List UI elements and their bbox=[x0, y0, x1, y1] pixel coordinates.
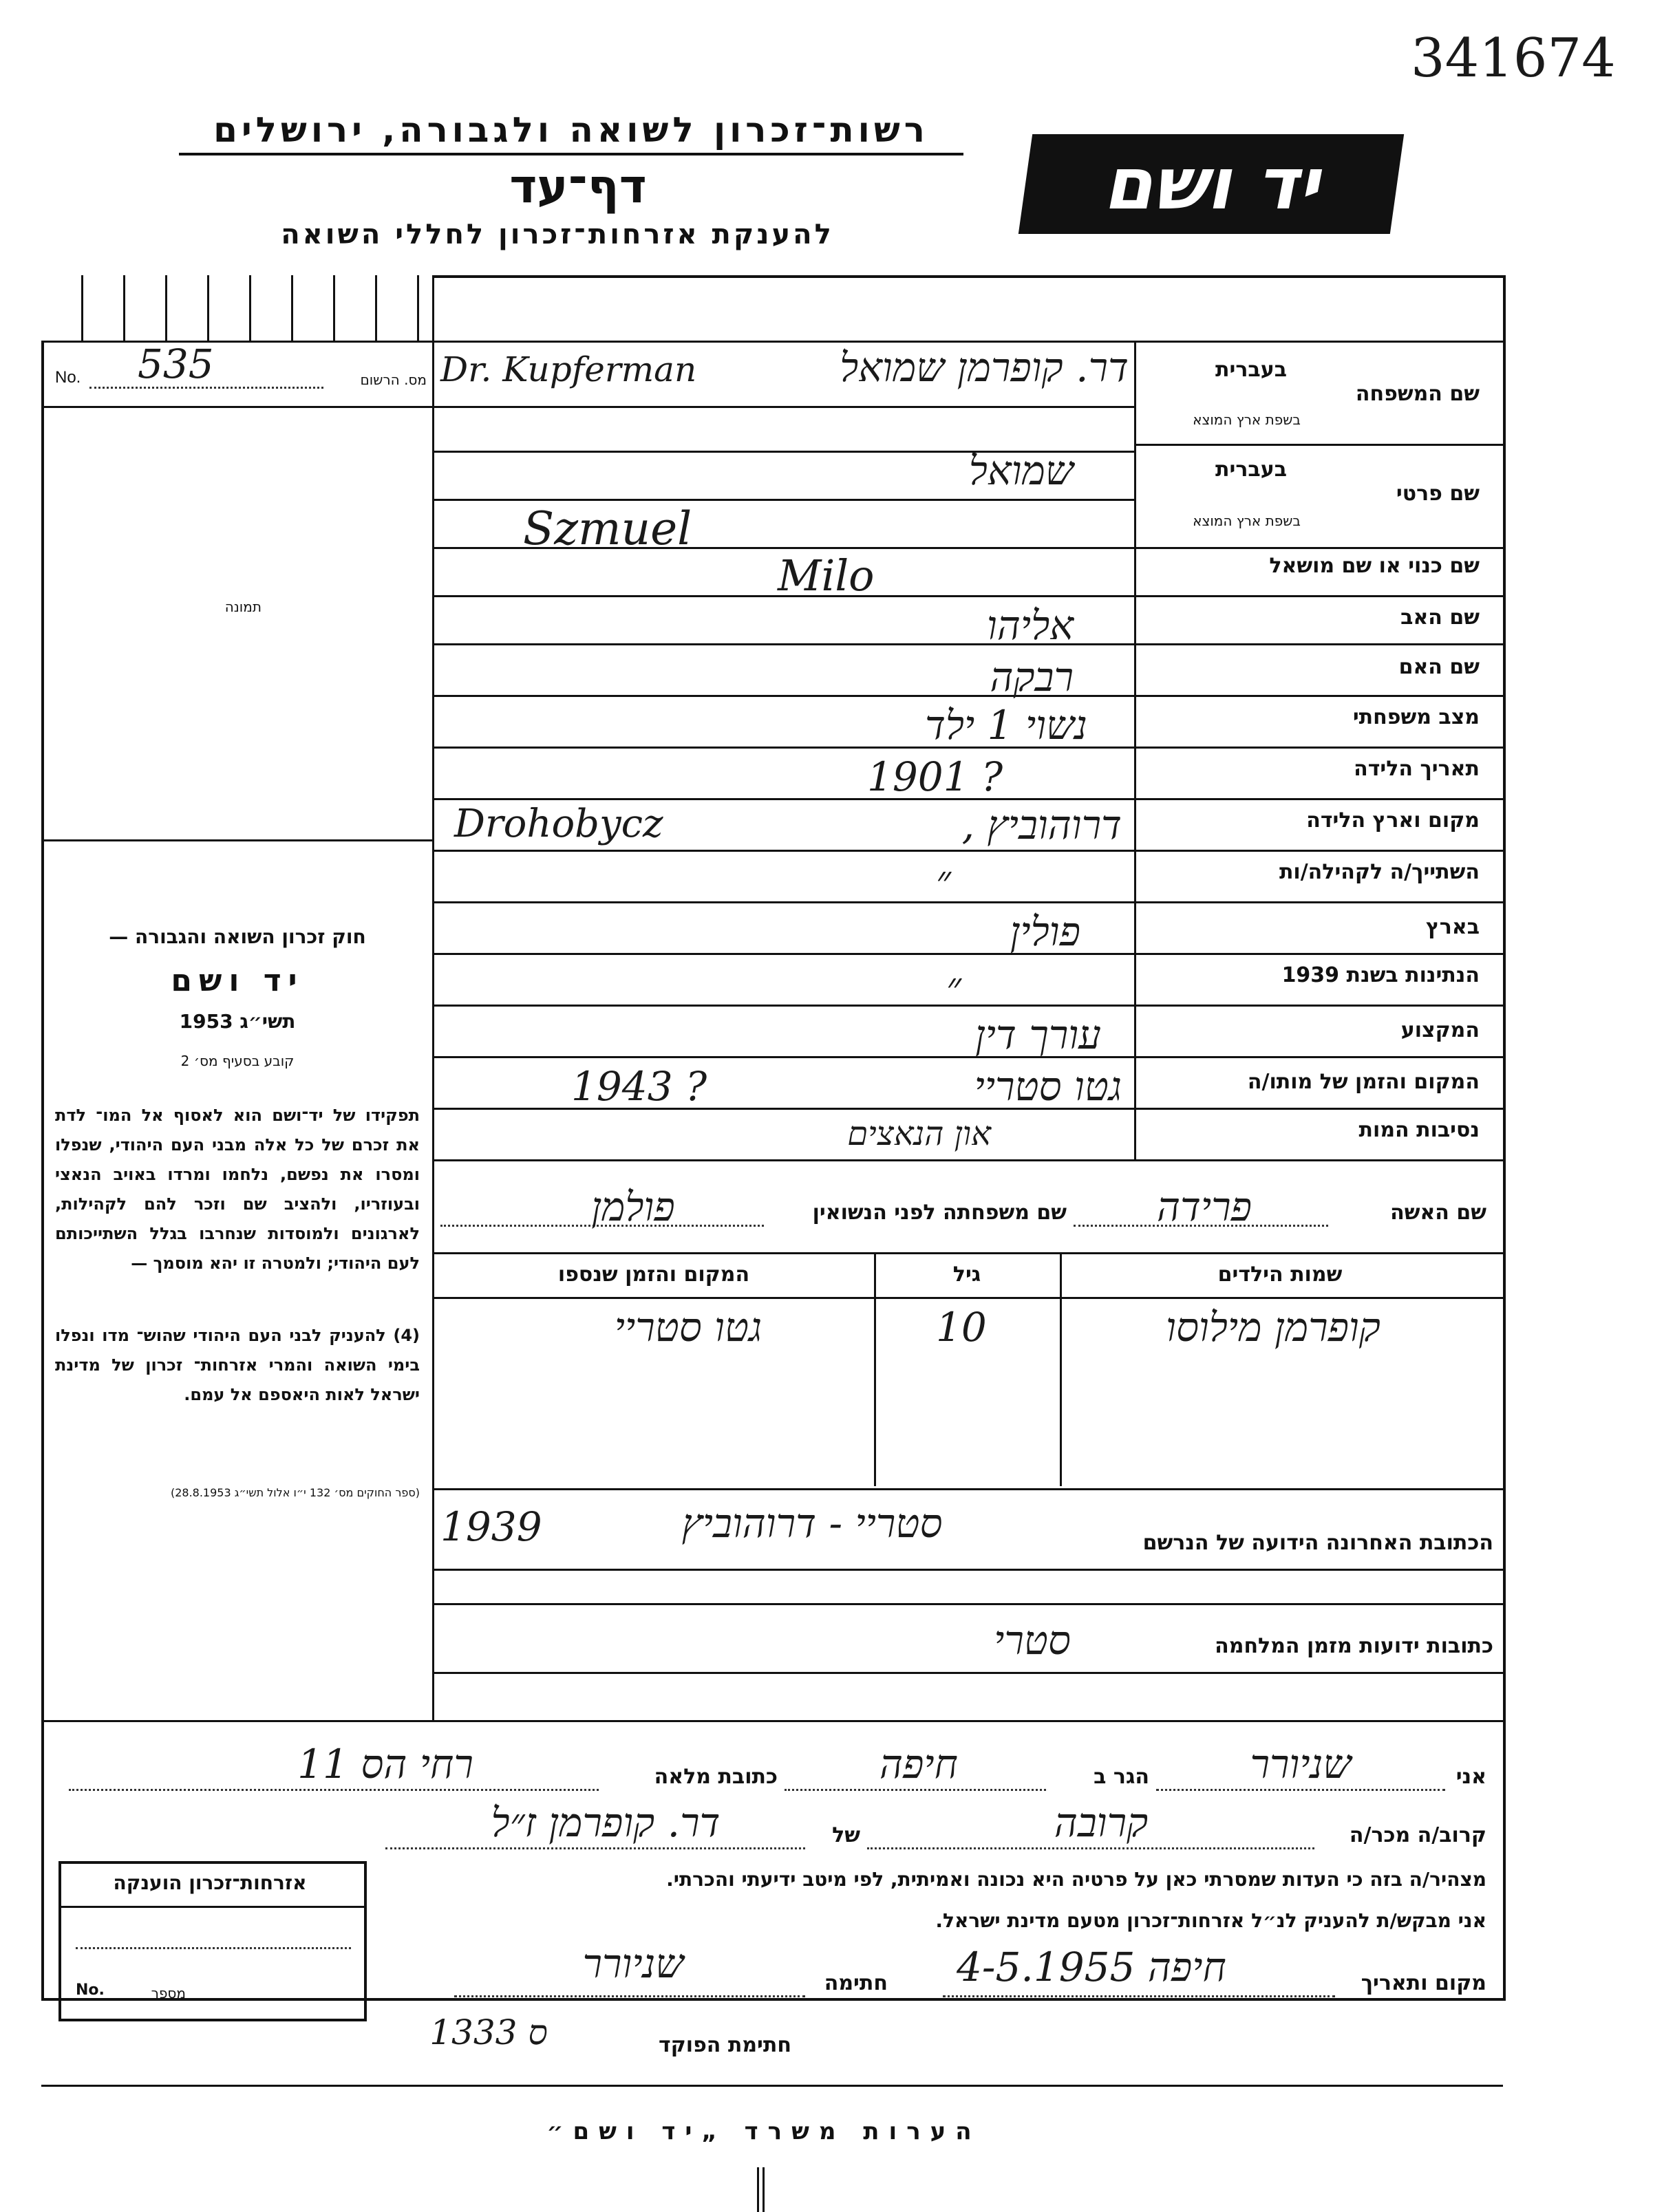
form-title: דף־עד bbox=[509, 160, 647, 214]
label-birth-date: תאריך הלידה bbox=[1354, 757, 1480, 781]
form-subtitle: להענקת אזרחות־זכרון לחללי השואה bbox=[281, 219, 834, 250]
child-age: 10 bbox=[936, 1304, 987, 1351]
archive-stamp-number: 341674 bbox=[1411, 28, 1616, 89]
law-title: חוק זכרון השואה והגבורה — bbox=[109, 925, 366, 948]
value-wife: פרידה bbox=[1156, 1183, 1252, 1230]
photo-label: תמונה bbox=[224, 599, 262, 615]
label-hebrew-surname: בעברית bbox=[1215, 358, 1287, 382]
children-header-place: המקום והזמן שנספו bbox=[557, 1263, 750, 1287]
law-name: יד ושם bbox=[171, 963, 304, 998]
label-last-address: הכתובת האחרונה הידועה של הנרשם bbox=[1142, 1531, 1493, 1555]
declarant-place-date: חיפה 4-5.1955 bbox=[957, 1944, 1226, 1990]
declarant-city: חיפה bbox=[879, 1741, 958, 1787]
logo-text: יד ושם bbox=[1103, 142, 1319, 226]
value-surname-latin: Dr. Kupferman bbox=[440, 350, 697, 389]
label-mother: שם האם bbox=[1398, 655, 1480, 679]
label-nickname: שם כנוי או שם מושאל bbox=[1269, 554, 1480, 578]
declarant-of-name: דר. קופרמן ז״ל bbox=[491, 1799, 721, 1846]
value-birth-date: 1901 ? bbox=[867, 753, 1003, 800]
value-first-latin: Szmuel bbox=[523, 502, 692, 555]
value-birth-place: דרוהוביץ , bbox=[961, 802, 1122, 848]
value-father: אליהו bbox=[987, 602, 1074, 649]
label-citizenship-1939: הנתינות בשנת 1939 bbox=[1281, 963, 1480, 987]
value-birth-place-latin: Drohobycz bbox=[454, 802, 663, 846]
label-full-address: כתובת מלאה bbox=[654, 1765, 778, 1789]
label-hebrew-first: בעברית bbox=[1215, 458, 1287, 482]
label-marital: מצב משפחתי bbox=[1352, 705, 1480, 729]
registration-no-label: No. bbox=[55, 368, 81, 387]
label-of: של bbox=[832, 1823, 860, 1847]
children-header-names: שמות הילדים bbox=[1217, 1263, 1343, 1287]
label-signature: חתימה bbox=[824, 1971, 888, 1995]
value-nickname: Milo bbox=[778, 550, 875, 601]
registration-number: 535 bbox=[138, 341, 214, 387]
value-last-address: סטריי - דרוהוביץ bbox=[681, 1500, 943, 1547]
children-header-age: גיל bbox=[952, 1263, 981, 1287]
label-birth-place: מקום וארץ הלידה bbox=[1306, 808, 1480, 833]
label-death-circ: נסיבות המות bbox=[1358, 1118, 1480, 1142]
law-citation: (ספר החוקים מס׳ 132 י״ו אלול תשי״ג 28.8.1953) bbox=[170, 1486, 420, 1499]
label-i: אני bbox=[1455, 1765, 1486, 1789]
value-citizenship-1939: ״ bbox=[946, 963, 962, 1010]
value-death-year: 1943 ? bbox=[571, 1063, 707, 1110]
declarant-relation: קרובה bbox=[1054, 1799, 1149, 1846]
declaration-text: מצהיר/ה בזה כי העדות שמסרתי כאן על פרטיה היא נכונה ואמיתית, לפי מיטב ידיעתי והכרתי. bbox=[666, 1868, 1486, 1891]
label-first-name: שם פרטי bbox=[1396, 482, 1480, 506]
citizenship-box-title: אזרחות־זכרון הוענקה bbox=[113, 1871, 307, 1894]
value-profession: עורך דין bbox=[974, 1011, 1101, 1058]
child-name: קופרמן מילוסו bbox=[1166, 1304, 1380, 1351]
label-officer-signature: חתימת הפוקד bbox=[659, 2033, 791, 2057]
value-war-addresses: סטרי bbox=[994, 1617, 1071, 1664]
registration-label: מס. הרשום bbox=[360, 372, 427, 388]
value-surname-hebrew: דר. קופרמן שמואל bbox=[840, 344, 1129, 391]
value-country: פולין bbox=[1010, 908, 1080, 955]
label-lives-in: הגר ב bbox=[1094, 1765, 1149, 1789]
org-name: רשות־זכרון לשואה ולגבורה, ירושלים bbox=[179, 110, 963, 155]
value-maiden-name: פולמן bbox=[591, 1183, 675, 1230]
value-first-hebrew: שמואל bbox=[968, 447, 1074, 494]
declarant-address: רחי הס 11 bbox=[297, 1741, 473, 1787]
value-marital: נשוי 1 ילד bbox=[924, 702, 1087, 749]
label-father: שם האב bbox=[1400, 605, 1480, 630]
label-country: בארץ bbox=[1425, 915, 1480, 939]
officer-signature: ס 1333 bbox=[429, 2012, 548, 2052]
declarant-name: שניורר bbox=[1250, 1741, 1352, 1787]
label-origin-surname: בשפת ארץ המוצא bbox=[1193, 411, 1301, 428]
law-clause: קובע בסעיף מס׳ 2 bbox=[180, 1053, 295, 1069]
value-mother: רבקה bbox=[990, 654, 1074, 700]
law-paragraph-1: תפקידו של יד־ושם הוא לאסוף אל המו־ לדת את זכרם של כל אלה מבני העם היהודי, שנפלו ומסרו את נפשם, נלחמו ומרדו באויב הנאצי ובעוזריו, ולהציב שם וזכר להם לקהילות, לארגונים ולמוסדות שנחרבו בגלל השתייכותם לעם היהודי; ולמטרה זו יהא מוסמך — bbox=[55, 1106, 420, 1273]
label-wife: שם האשה bbox=[1390, 1201, 1486, 1225]
value-last-address-year: 1939 bbox=[440, 1503, 542, 1550]
label-relation: קרוב/ה מכר/ה bbox=[1349, 1823, 1486, 1847]
declarant-signature: שניורר bbox=[582, 1940, 684, 1987]
value-death-circ: און הנאצים bbox=[847, 1115, 991, 1153]
children-table bbox=[432, 1252, 1503, 1490]
child-place: גטו סטריי bbox=[614, 1304, 762, 1351]
label-community: השתייך/ה לקהילה/ות bbox=[1279, 860, 1480, 884]
footer-remarks: הערות משרד „יד ושם״ bbox=[546, 2118, 981, 2145]
law-year: תשי״ג 1953 bbox=[179, 1010, 296, 1033]
law-paragraph-2: (4) להעניק לבני העם היהודי שהוש־ מדו ונפלו בימי השואה והמרי אזרחות־ זכרון של מדינת ישראל לאות היאספם אל עמם. bbox=[55, 1326, 420, 1404]
value-death-place: גטו סטריי bbox=[974, 1063, 1122, 1110]
header-checkboxes bbox=[41, 275, 432, 341]
label-surname: שם המשפחה bbox=[1355, 382, 1480, 406]
label-profession: המקצוע bbox=[1400, 1018, 1480, 1042]
label-war-addresses: כתובות ידועות מזמן המלחמה bbox=[1215, 1634, 1493, 1658]
citizenship-box-no-label: No. bbox=[76, 1982, 105, 1999]
value-community: ״ bbox=[936, 857, 952, 903]
citizenship-box-number-label: מספר bbox=[151, 1985, 186, 2001]
label-maiden-name: שם משפחתה לפני הנשואין bbox=[812, 1201, 1067, 1225]
label-death-place: המקום והזמן של מותו/ה bbox=[1247, 1070, 1480, 1094]
label-origin-first: בשפת ארץ המוצא bbox=[1193, 513, 1301, 529]
request-text: אני מבקש/ת להעניק לנ״ל אזרחות־זכרון מטעם מדינת ישראל. bbox=[935, 1909, 1486, 1932]
label-place-date: מקום ותאריך bbox=[1361, 1971, 1486, 1995]
